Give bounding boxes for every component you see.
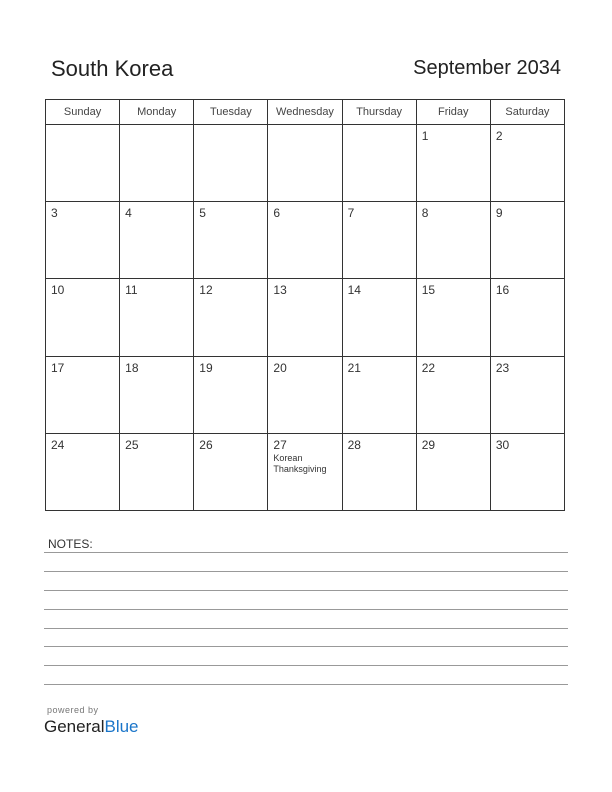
day-number: 28: [347, 437, 361, 452]
note-line: [44, 552, 568, 553]
weekday-friday: Friday: [416, 100, 490, 125]
day-number: 15: [421, 283, 436, 298]
day-number: 11: [125, 283, 138, 298]
day-cell: [46, 125, 120, 202]
brand-general: General: [44, 717, 105, 736]
day-cell: [46, 279, 120, 356]
day-cell: [490, 356, 564, 433]
day-number: 22: [421, 360, 436, 375]
week-row: [46, 279, 565, 356]
day-number: 18: [125, 360, 139, 375]
week-row: [46, 125, 565, 202]
day-cell: [490, 125, 564, 202]
day-number: 7: [347, 206, 355, 221]
day-number: 30: [495, 437, 510, 452]
note-line: [44, 665, 568, 666]
week-row: [46, 202, 565, 279]
country-title: South Korea: [51, 56, 174, 81]
day-number: 10: [51, 283, 65, 298]
brand-blue: Blue: [104, 717, 139, 736]
day-number: 23: [495, 360, 510, 375]
day-number: 12: [199, 283, 213, 298]
day-cell: [120, 279, 194, 356]
day-cell: [342, 125, 416, 202]
day-cell: [268, 125, 342, 202]
day-number: 26: [199, 437, 213, 452]
day-number: 24: [51, 437, 65, 452]
day-cell: [416, 125, 490, 202]
day-number: 21: [347, 360, 361, 375]
day-cell: [342, 202, 416, 279]
day-cell: [120, 433, 194, 510]
day-number: 29: [421, 437, 436, 452]
day-number: 14: [347, 283, 361, 298]
weekday-thursday: Thursday: [342, 100, 416, 125]
week-row: [46, 433, 565, 510]
week-row: [46, 356, 565, 433]
generalblue-logo[interactable]: [44, 717, 139, 737]
day-cell: [120, 356, 194, 433]
day-cell: [194, 202, 268, 279]
note-line: [44, 646, 568, 647]
day-number: 20: [273, 360, 287, 375]
day-cell: [268, 279, 342, 356]
day-cell: [416, 279, 490, 356]
day-cell: [194, 279, 268, 356]
day-cell: [120, 125, 194, 202]
day-cell: [268, 356, 342, 433]
weekday-header-row: [46, 100, 565, 125]
day-cell: [194, 356, 268, 433]
day-cell: [342, 433, 416, 510]
day-number: 5: [199, 206, 206, 221]
day-cell: [46, 202, 120, 279]
day-cell: [194, 125, 268, 202]
day-number: 19: [199, 360, 213, 375]
day-number: 9: [495, 206, 503, 221]
weekday-wednesday: Wednesday: [268, 100, 342, 125]
powered-by-text: powered by: [47, 705, 99, 715]
note-line: [44, 628, 568, 629]
day-number: 2: [495, 129, 503, 143]
day-number: 27: [273, 437, 287, 452]
day-cell: [416, 433, 490, 510]
holiday-label: Korean Thanksgiving: [273, 452, 327, 474]
day-cell: [46, 433, 120, 510]
day-cell: [120, 202, 194, 279]
notes-label: NOTES:: [48, 537, 93, 551]
day-cell: [490, 279, 564, 356]
day-number: 4: [125, 206, 132, 221]
day-cell: [342, 279, 416, 356]
day-number: 8: [421, 206, 429, 221]
note-line: [44, 684, 568, 685]
day-number: 16: [495, 283, 510, 298]
weekday-monday: Monday: [120, 100, 194, 125]
day-number: 3: [51, 206, 58, 221]
weekday-tuesday: Tuesday: [194, 100, 268, 125]
day-cell: [194, 433, 268, 510]
weekday-sunday: Sunday: [46, 100, 120, 125]
day-cell: [490, 433, 564, 510]
day-number: 1: [421, 129, 429, 143]
note-line: [44, 571, 568, 572]
day-cell: [268, 202, 342, 279]
day-number: 13: [273, 283, 287, 298]
day-cell: [46, 356, 120, 433]
day-cell: [342, 356, 416, 433]
weekday-saturday: Saturday: [490, 100, 564, 125]
day-cell: [490, 202, 564, 279]
day-cell: [416, 202, 490, 279]
note-line: [44, 609, 568, 610]
day-cell: [268, 433, 342, 510]
calendar-grid: [45, 99, 565, 511]
day-cell: [416, 356, 490, 433]
day-number: 25: [125, 437, 139, 452]
month-year-title: September 2034: [413, 57, 561, 79]
note-line: [44, 590, 568, 591]
day-number: 17: [51, 360, 65, 375]
day-number: 6: [273, 206, 281, 221]
